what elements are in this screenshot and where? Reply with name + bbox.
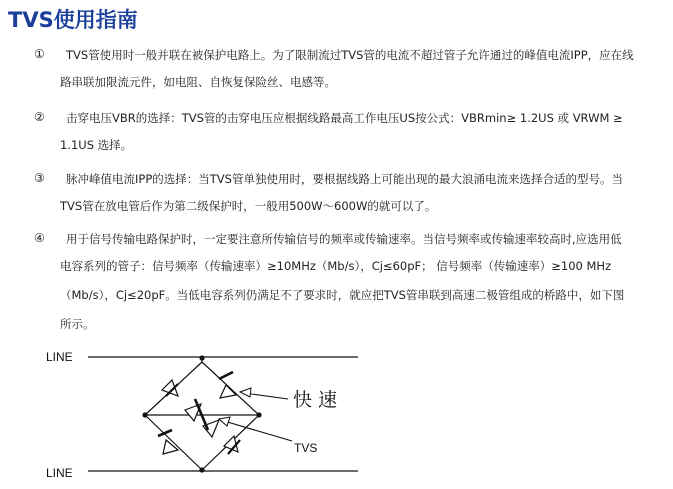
diode-bottom-left xyxy=(158,430,178,454)
diode-top-left xyxy=(162,380,178,396)
paragraph-line: 所示。 xyxy=(60,317,95,331)
fast-arrow-head xyxy=(240,388,251,397)
paragraph-line: 路串联加限流元件，如电阻、自恢复保险丝、电感等。 xyxy=(60,75,336,89)
tvs-diode-symbol xyxy=(185,399,219,437)
paragraph-line: 击穿电压VBR的选择：TVS管的击穿电压应根据线路最高工作电压US按公式：VBRmin≥ 1.2US 或 VRWM ≥ xyxy=(66,111,623,125)
paragraph-line: （Mb/s），Cj≤20pF。当低电容系列仍满足不了要求时，就应把TVS管串联到高速二极管组成的桥路中，如下图 xyxy=(60,288,625,302)
paragraph-line: 脉冲峰值电流IPP的选择：当TVS管单独使用时，要根据线路上可能出现的最大浪涌电流来选择合适的型号。当 xyxy=(66,172,623,186)
node-top xyxy=(199,355,204,360)
paragraph-line: TVS管在放电管后作为第二级保护时，一般用500W～600W的就可以了。 xyxy=(60,199,437,213)
paragraph-line: 电容系列的管子：信号频率（传输速率）≥10MHz（Mb/s），Cj≤60pF； 信号频率（传输速率）≥100 MHz xyxy=(60,259,612,273)
item-number: ② xyxy=(34,110,45,124)
node-bottom xyxy=(199,467,204,472)
diode-bottom-right xyxy=(224,436,240,454)
page-title: TVS使用指南 xyxy=(8,8,138,32)
line-bottom-label: LINE xyxy=(46,466,73,480)
item-number: ④ xyxy=(34,231,45,245)
line-top-label: LINE xyxy=(46,350,73,364)
paragraph-line: 1.1US 选择。 xyxy=(60,138,133,152)
tvs-label: TVS xyxy=(294,441,318,455)
bridge-edge-bottom-left xyxy=(145,415,202,470)
node-left xyxy=(142,412,147,417)
paragraph-line: 用于信号传输电路保护时，一定要注意所传输信号的频率或传输速率。当信号频率或传输速率较高时,应选用低 xyxy=(66,232,622,246)
paragraph-line: TVS管使用时一般并联在被保护电路上。为了限制流过TVS管的电流不超过管子允许通过的峰值电流IPP，应在线 xyxy=(66,48,634,62)
item-number: ③ xyxy=(34,171,45,185)
tvs-arrow-head xyxy=(219,417,230,426)
node-right xyxy=(256,412,261,417)
item-number: ① xyxy=(34,47,45,61)
fast-label: 快 速 xyxy=(293,389,338,411)
